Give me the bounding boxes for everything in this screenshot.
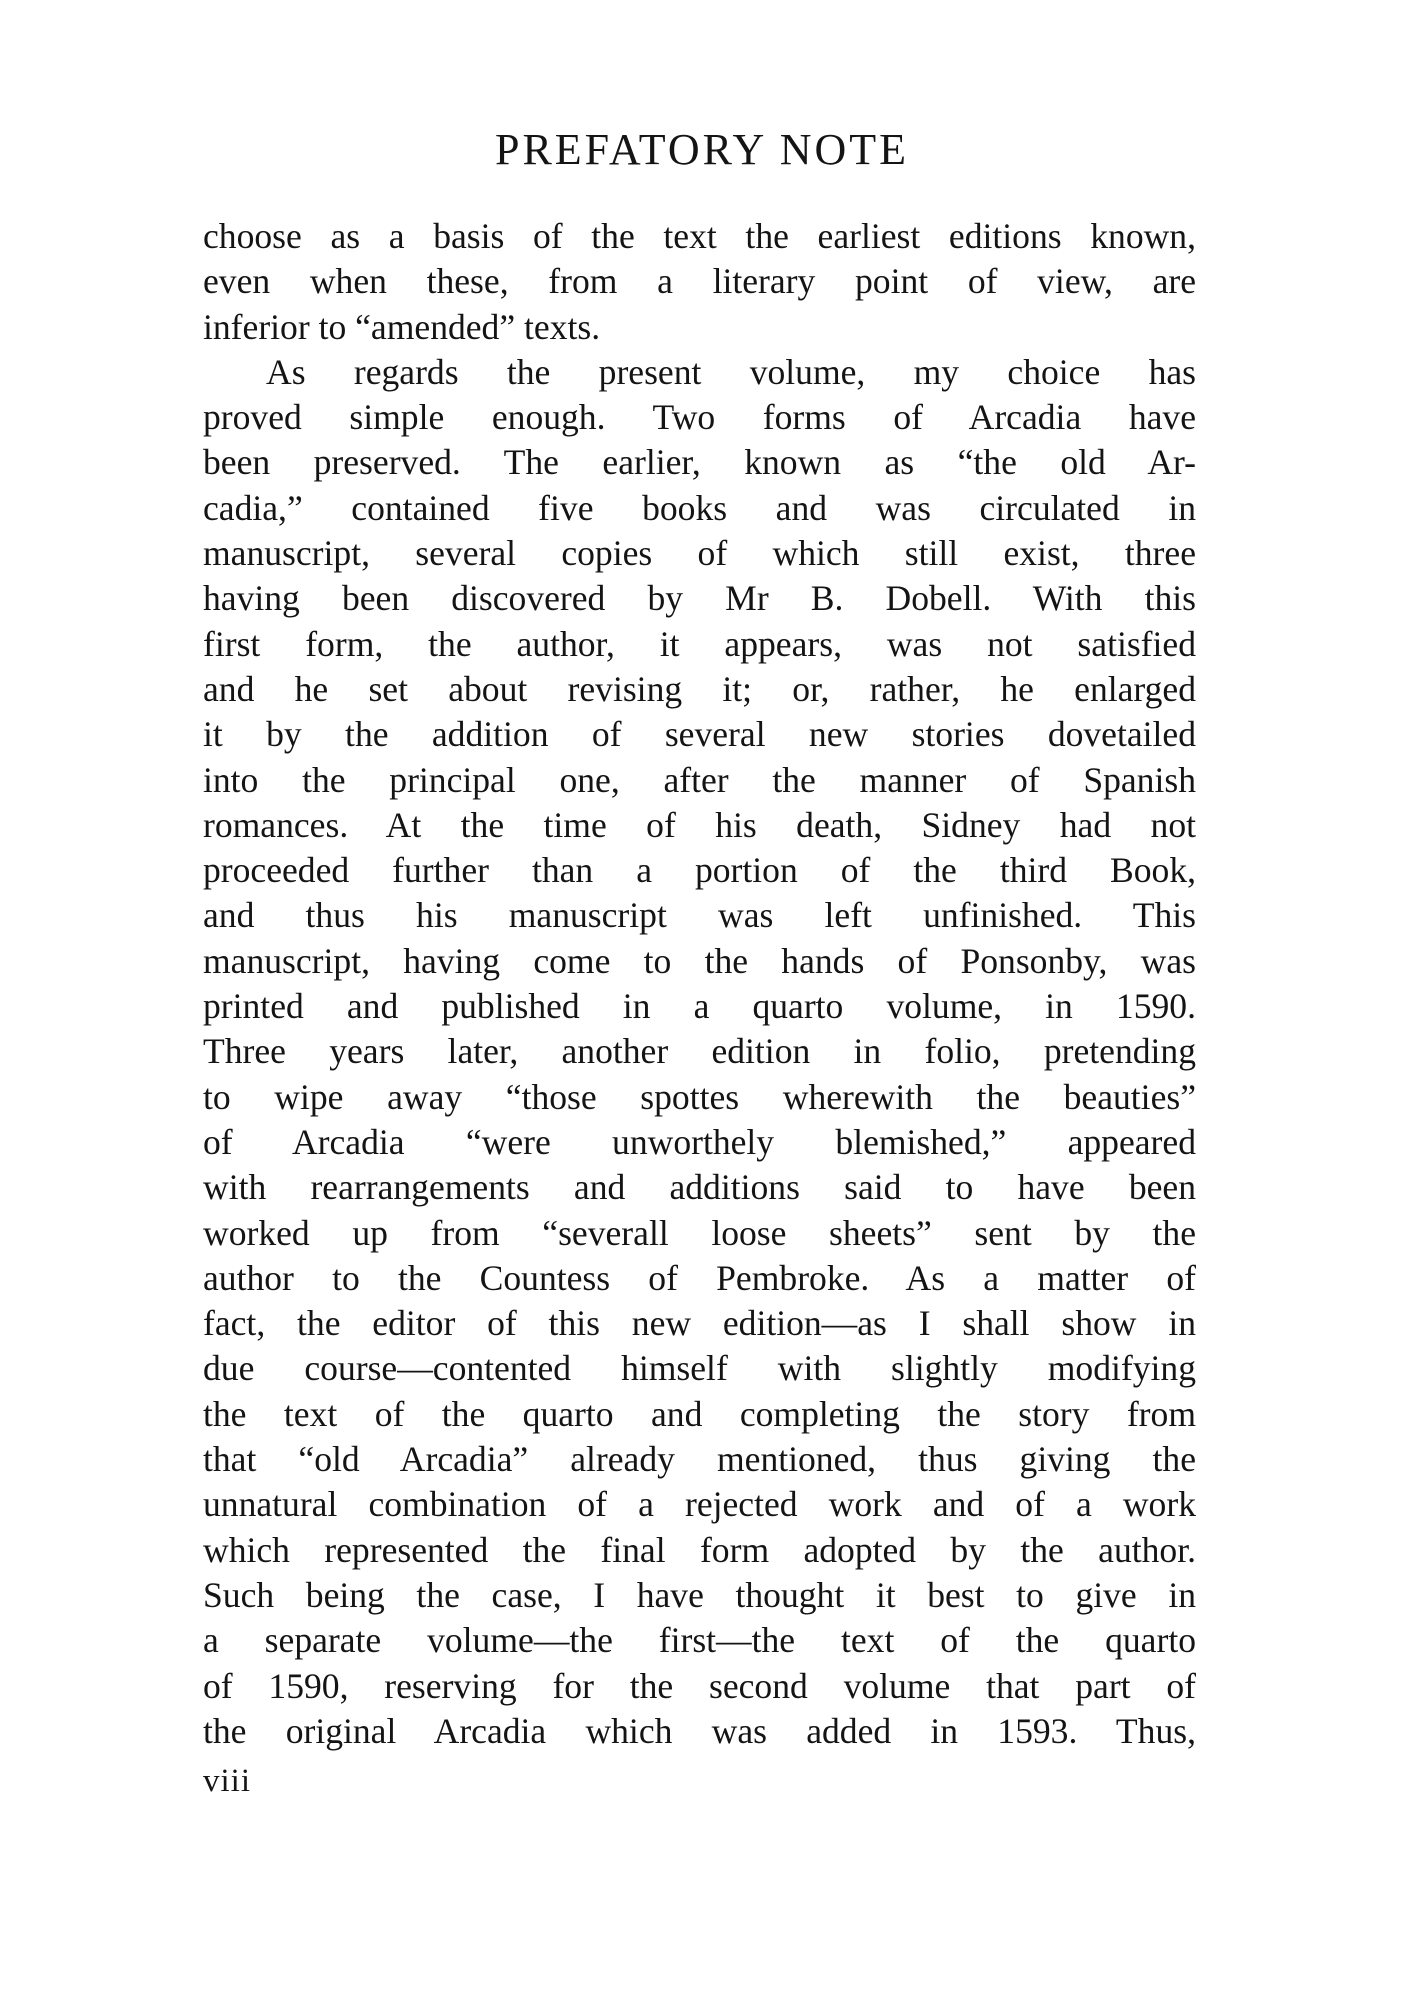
text-line: choose as a basis of the text the earliest editions known, [203,216,1196,256]
text-line: the original Arcadia which was added in 1593. Thus, [203,1710,1196,1751]
text-line: that “old Arcadia” already mentioned, thus giving the [203,1439,1196,1480]
text-line: proved simple enough. Two forms of Arcadia have [203,397,1196,438]
text-line: printed and published in a quarto volume, in 1590. [203,986,1196,1027]
text-line: a separate volume—the first—the text of the quarto [203,1620,1196,1661]
text-line: fact, the editor of this new edition—as I shall show in [203,1303,1196,1344]
text-line: the text of the quarto and completing the story from [203,1393,1196,1434]
text-line: first form, the author, it appears, was not satisfied [203,623,1196,664]
text-line: of 1590, reserving for the second volume that part of [203,1665,1196,1706]
text-line: with rearrangements and additions said to have been [203,1167,1196,1208]
text-line: having been discovered by Mr B. Dobell. With this [203,578,1196,619]
text-line: worked up from “severall loose sheets” sent by the [203,1212,1196,1253]
text-line: even when these, from a literary point of view, are [203,261,1196,302]
text-line: inferior to “amended” texts. [203,306,601,347]
text-line: manuscript, several copies of which still exist, three [203,533,1196,574]
text-line: author to the Countess of Pembroke. As a matter of [203,1257,1196,1298]
text-line: As regards the present volume, my choice has [266,351,1196,392]
page-number: viii [203,1763,252,1799]
text-line: unnatural combination of a rejected work and of a work [203,1484,1196,1525]
text-line: proceeded further than a portion of the third Book, [203,850,1196,891]
text-line: it by the addition of several new stories dovetailed [203,714,1196,755]
text-line: been preserved. The earlier, known as “the old Ar- [203,442,1196,483]
text-line: into the principal one, after the manner of Spanish [203,759,1196,800]
text-line: cadia,” contained five books and was circulated in [203,487,1196,528]
running-head: PREFATORY NOTE [494,125,910,174]
text-line: due course—contented himself with slightly modifying [203,1348,1196,1389]
text-line: which represented the final form adopted by the author. [203,1529,1196,1570]
text-line: and he set about revising it; or, rather, he enlarged [203,668,1196,709]
text-line: romances. At the time of his death, Sidney had not [203,804,1196,845]
text-line: manuscript, having come to the hands of Ponsonby, was [203,940,1196,981]
text-line: to wipe away “those spottes wherewith the beauties” [203,1076,1196,1117]
text-line: Such being the case, I have thought it best to give in [203,1574,1196,1615]
text-line: of Arcadia “were unworthely blemished,” appeared [203,1121,1196,1162]
text-line: Three years later, another edition in folio, pretending [203,1031,1196,1072]
text-line: and thus his manuscript was left unfinished. This [203,895,1196,936]
body-text [203,214,1196,1754]
